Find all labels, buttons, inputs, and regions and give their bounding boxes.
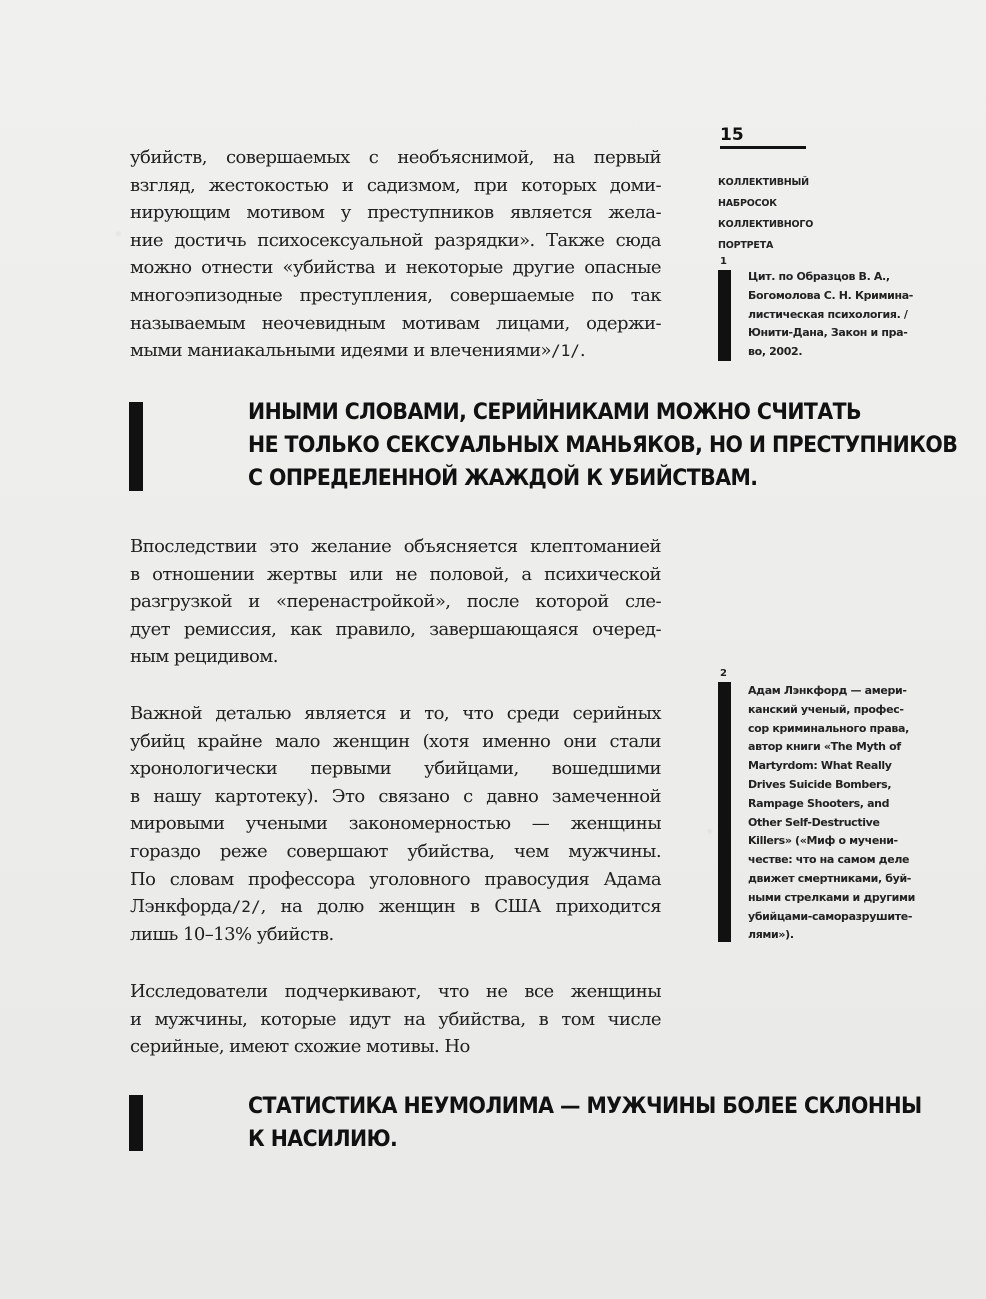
footnote-2-text (748, 682, 915, 945)
text-line: Важной деталью является и то, что среди серийных (130, 703, 661, 724)
text-line: в нашу картотеку). Это связано с давно замеченной (130, 785, 661, 807)
footnote-line: Rampage Shooters, and (748, 796, 890, 810)
paragraph-4 (130, 978, 661, 1061)
footnote-1-number: 1 (720, 256, 727, 267)
text-line: называемым неочевидным мотивам лицами, одержи- (130, 312, 661, 334)
text-fragment: мыми маниакальными идеями и влечениями» (130, 340, 551, 362)
footnote-line: листическая психология. / (748, 307, 908, 321)
footnote-line: лями»). (748, 928, 794, 942)
pull-quote-line: НЕ ТОЛЬКО СЕКСУАЛЬНЫХ МАНЬЯКОВ, НО И ПРЕСТУПНИКОВ (248, 433, 958, 458)
footnote-line: Martyrdom: What Really (748, 759, 892, 773)
paragraph-1 (130, 144, 661, 365)
chapter-title-line: ПОРТРЕТА (718, 240, 774, 251)
footnote-line: движет смертниками, буй- (748, 871, 912, 885)
text-line: можно отнести «убийства и некоторые другие опасные (130, 257, 661, 279)
chapter-title-line: КОЛЛЕКТИВНОГО (718, 219, 814, 230)
text-line: хронологически первыми убийцами, вошедшими (130, 758, 661, 780)
footnote-line: Killers» («Миф о мучени- (748, 834, 898, 848)
footnote-1-text (748, 268, 913, 362)
text-line: и мужчины, которые идут на убийства, в том числе (130, 1008, 661, 1030)
text-fragment: . (579, 340, 586, 362)
pull-quote-line: СТАТИСТИКА НЕУМОЛИМА — МУЖЧИНЫ БОЛЕЕ СКЛОННЫ (248, 1094, 922, 1119)
text-line: серийные, имеют схожие мотивы. Но (130, 1036, 470, 1058)
text-line: ние достичь психосексуальной разрядки». Также сюда (130, 229, 661, 251)
paragraph-3 (130, 700, 661, 948)
footnote-line: автор книги «The Myth of (748, 740, 901, 754)
text-line (130, 337, 661, 365)
text-line: многоэпизодные преступления, совершаемые по так (130, 284, 661, 306)
text-fragment: , на долю женщин в США приходится (260, 896, 661, 918)
footnote-line: канский ученый, профес- (748, 702, 904, 716)
pull-quote-line: К НАСИЛИЮ. (248, 1127, 398, 1152)
text-line (130, 893, 661, 921)
footnote-line: убийцами-саморазрушите- (748, 909, 913, 923)
text-line: разгрузкой и «перенастройкой», после которой сле- (130, 591, 661, 613)
footnote-ref-1[interactable]: /1/ (550, 341, 580, 361)
footnote-ref-2[interactable]: /2/ (231, 897, 261, 917)
text-line: По словам профессора уголовного правосудия Адама (130, 868, 661, 890)
text-line: нирующим мотивом у преступников является жела- (130, 202, 661, 224)
text-line: взгляд, жестокостью и садизмом, при которых доми- (130, 174, 661, 196)
footnote-1-bar (718, 270, 731, 361)
text-line: убийц крайне мало женщин (хотя именно они стали (130, 730, 661, 752)
text-line: в отношении жертвы или не половой, а психической (130, 563, 661, 585)
footnote-line: Drives Suicide Bombers, (748, 777, 892, 791)
pull-quote-2-bar (129, 1095, 143, 1151)
footnote-line: честве: что на самом деле (748, 853, 910, 867)
pull-quote-2 (248, 1090, 922, 1156)
text-line: дует ремиссия, как правило, завершающаяся очеред- (130, 618, 661, 640)
chapter-title (718, 172, 813, 256)
text-line: Впоследствии это желание объясняется клептоманией (130, 536, 661, 557)
footnote-2-number: 2 (720, 668, 727, 679)
pull-quote-line: ИНЫМИ СЛОВАМИ, СЕРИЙНИКАМИ МОЖНО СЧИТАТЬ (248, 400, 862, 425)
text-line: убийств, совершаемых с необъяснимой, на первый (130, 147, 661, 168)
footnote-line: Юнити-Дана, Закон и пра- (748, 326, 908, 340)
text-fragment: Лэнкфорда (130, 896, 232, 918)
page-number: 15 (720, 124, 806, 149)
text-line: лишь 10–13% убийств. (130, 923, 334, 945)
footnote-line: сор криминального права, (748, 721, 909, 735)
footnote-line: Богомолова С. Н. Кримина- (748, 288, 914, 302)
text-line: гораздо реже совершают убийства, чем мужчины. (130, 840, 661, 862)
text-line: Исследователи подчеркивают, что не все женщины (130, 981, 661, 1002)
text-line: мировыми учеными закономерностью — женщины (130, 813, 661, 835)
pull-quote-1-bar (129, 402, 143, 491)
footnote-2-bar (718, 682, 731, 942)
pull-quote-1 (248, 396, 957, 495)
footnote-line: Адам Лэнкфорд — амери- (748, 684, 907, 697)
footnote-line: ными стрелками и другими (748, 890, 915, 904)
paragraph-2 (130, 533, 661, 671)
footnote-line: Цит. по Образцов В. А., (748, 270, 890, 283)
footnote-line: Other Self-Destructive (748, 815, 880, 829)
pull-quote-line: С ОПРЕДЕЛЕННОЙ ЖАЖДОЙ К УБИЙСТВАМ. (248, 466, 758, 491)
footnote-line: во, 2002. (748, 345, 803, 359)
text-line: ным рецидивом. (130, 646, 278, 668)
chapter-title-line: КОЛЛЕКТИВНЫЙ (718, 177, 809, 188)
chapter-title-line: НАБРОСОК (718, 198, 777, 209)
